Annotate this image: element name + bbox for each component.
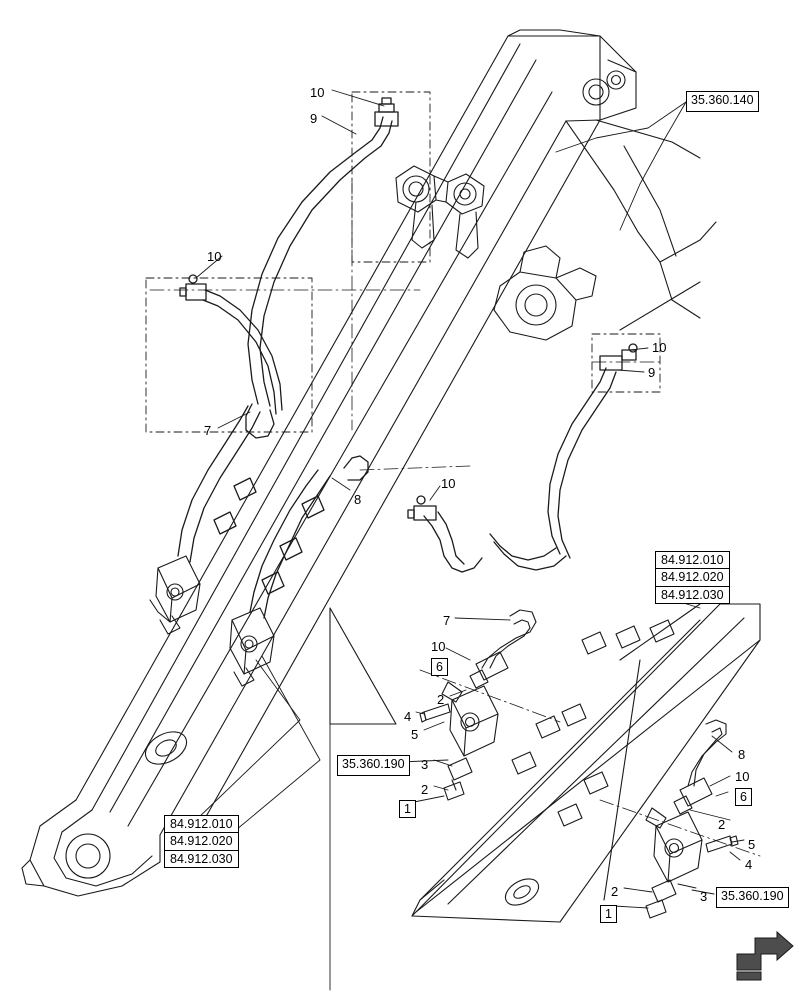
reference-box-35-360-190-left: 35.360.190: [337, 755, 410, 776]
callout-10-mid: 10: [441, 476, 456, 491]
hose-7-line: [178, 406, 260, 562]
callout-5-detail-right: 5: [748, 837, 756, 852]
callout-2-detail-right-lower: 2: [611, 884, 619, 899]
callout-10-right: 10: [652, 340, 667, 355]
callout-10-left: 10: [207, 249, 222, 264]
callout-10-detail-left: 10: [431, 639, 446, 654]
reference-stack-left: [164, 815, 239, 868]
reference-stack-right-item-1: 84.912.010: [656, 552, 729, 569]
callout-4-detail-right: 4: [745, 857, 753, 872]
boxed-callout-6-left: 6: [431, 658, 448, 676]
callout-8-detail-right: 8: [738, 747, 746, 762]
reference-box-35-360-190-right: 35.360.190: [716, 887, 789, 908]
hose-9-top-left: [246, 92, 430, 438]
plate-detail-left: [330, 608, 396, 724]
boxed-callout-1-right: 1: [600, 905, 617, 923]
callout-8-left: 8: [354, 492, 362, 507]
hose-8-line: [250, 456, 368, 618]
callout-9-top: 9: [310, 111, 318, 126]
callout-9-right: 9: [648, 365, 656, 380]
reference-stack-left-item-1: 84.912.010: [165, 816, 238, 833]
callout-3-detail-right: 3: [700, 889, 708, 904]
reference-stack-left-item-2: 84.912.020: [165, 833, 238, 850]
reference-stack-right-item-2: 84.912.020: [656, 569, 729, 586]
leader-lines: [196, 90, 744, 990]
hose-10-left: [146, 275, 312, 432]
reference-stack-right: [655, 551, 730, 604]
callout-3-detail-left: 3: [421, 757, 429, 772]
callout-7-left: 7: [204, 423, 212, 438]
callout-7-detail: 7: [443, 613, 451, 628]
hose-9-right: [490, 334, 660, 570]
reference-box-35-360-140: 35.360.140: [686, 91, 759, 112]
boxed-callout-1-left: 1: [399, 800, 416, 818]
orientation-arrow-icon: [737, 932, 793, 980]
callout-5-detail-left: 5: [411, 727, 419, 742]
arm-section-right: [412, 604, 760, 922]
reference-stack-left-item-3: 84.912.030: [170, 851, 233, 866]
callout-2-detail-right-upper: 2: [718, 817, 726, 832]
callout-10-top: 10: [310, 85, 325, 100]
callout-2-detail-left-upper: 2: [437, 692, 445, 707]
callout-10-detail-right: 10: [735, 769, 750, 784]
callout-2-detail-left-lower: 2: [421, 782, 429, 797]
hose-10-right: [408, 496, 482, 572]
callout-4-detail-left: 4: [404, 709, 412, 724]
boxed-callout-6-right: 6: [735, 788, 752, 806]
reference-stack-right-item-3: 84.912.030: [661, 587, 724, 602]
